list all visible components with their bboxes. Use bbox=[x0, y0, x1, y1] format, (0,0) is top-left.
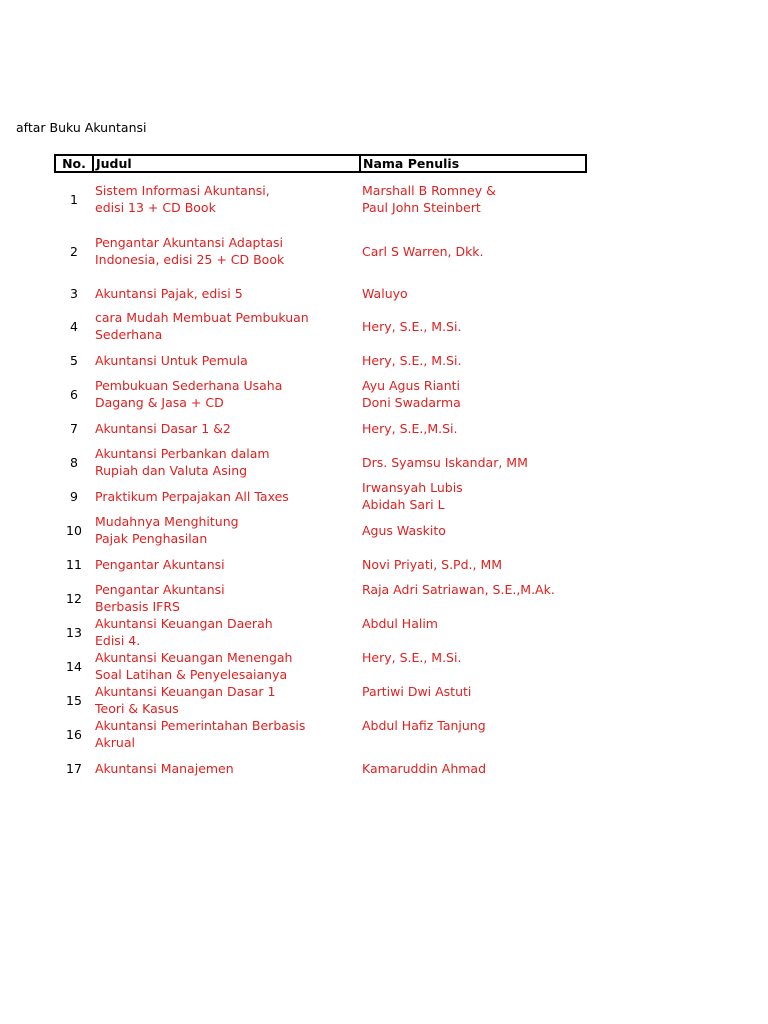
author-name bbox=[360, 277, 586, 309]
book-title-line: Pengantar Akuntansi bbox=[95, 556, 225, 572]
sheet-title: aftar Buku Akuntansi bbox=[16, 120, 147, 135]
author-name-line bbox=[362, 598, 584, 615]
author-name bbox=[360, 309, 586, 343]
book-title bbox=[93, 615, 360, 649]
author-name bbox=[360, 411, 586, 445]
header-title: Judul bbox=[93, 155, 360, 172]
book-title-line: Akrual bbox=[95, 735, 135, 750]
table-row bbox=[55, 649, 586, 683]
table-body bbox=[55, 172, 586, 785]
row-number: 5 bbox=[70, 352, 78, 368]
table-row bbox=[55, 615, 586, 649]
author-name-line: Hery, S.E.,M.Si. bbox=[362, 420, 458, 436]
row-number: 14 bbox=[66, 658, 82, 674]
book-title bbox=[93, 277, 360, 309]
author-name bbox=[360, 683, 586, 717]
book-title-line: Soal Latihan & Penyelesaianya bbox=[95, 667, 288, 682]
book-title-line: Akuntansi Keuangan Dasar 1 bbox=[95, 684, 276, 699]
book-title bbox=[93, 547, 360, 581]
book-title bbox=[93, 225, 360, 277]
book-title bbox=[93, 513, 360, 547]
author-name-line bbox=[362, 700, 584, 717]
author-name-line: Paul John Steinbert bbox=[362, 200, 481, 215]
book-title-line: Rupiah dan Valuta Asing bbox=[95, 463, 248, 478]
author-name-line: Agus Waskito bbox=[362, 522, 446, 538]
author-name-line: Abdul Halim bbox=[362, 616, 438, 631]
table-row bbox=[55, 377, 586, 411]
table-row bbox=[55, 309, 586, 343]
author-name bbox=[360, 377, 586, 411]
book-title-line: Sistem Informasi Akuntansi, bbox=[95, 183, 270, 198]
book-title-line: Akuntansi Pemerintahan Berbasis bbox=[95, 718, 306, 733]
book-title bbox=[93, 649, 360, 683]
book-title-line: Akuntansi Manajemen bbox=[95, 760, 234, 776]
author-name-line: Hery, S.E., M.Si. bbox=[362, 650, 462, 665]
book-title-line: Akuntansi Keuangan Daerah bbox=[95, 616, 273, 631]
author-name bbox=[360, 547, 586, 581]
author-name-line: Hery, S.E., M.Si. bbox=[362, 352, 462, 368]
book-title-line: Mudahnya Menghitung bbox=[95, 514, 239, 529]
book-title-line: Akuntansi Pajak, edisi 5 bbox=[95, 285, 243, 301]
book-title-line: Pembukuan Sederhana Usaha bbox=[95, 378, 283, 393]
table-row bbox=[55, 445, 586, 479]
row-number: 10 bbox=[66, 522, 82, 538]
author-name-line: Carl S Warren, Dkk. bbox=[362, 243, 484, 259]
table-row bbox=[55, 411, 586, 445]
row-number: 8 bbox=[70, 454, 78, 470]
author-name bbox=[360, 751, 586, 785]
book-title bbox=[93, 411, 360, 445]
book-title-line: Pengantar Akuntansi bbox=[95, 582, 225, 597]
row-number: 12 bbox=[66, 590, 82, 606]
book-title bbox=[93, 683, 360, 717]
table-header bbox=[55, 155, 586, 172]
author-name-line bbox=[362, 632, 584, 649]
author-name bbox=[360, 445, 586, 479]
book-title-line: Akuntansi Keuangan Menengah bbox=[95, 650, 293, 665]
book-title-line: Indonesia, edisi 25 + CD Book bbox=[95, 252, 285, 267]
book-title bbox=[93, 343, 360, 377]
book-title-line: Dagang & Jasa + CD bbox=[95, 395, 224, 410]
author-name-line: Kamaruddin Ahmad bbox=[362, 760, 487, 776]
author-name-line: Irwansyah Lubis bbox=[362, 480, 463, 495]
author-name bbox=[360, 615, 586, 649]
row-number: 2 bbox=[70, 243, 78, 259]
author-name-line: Ayu Agus Rianti bbox=[362, 378, 461, 393]
book-title-line: Pajak Penghasilan bbox=[95, 531, 208, 546]
author-name-line: Abdul Hafiz Tanjung bbox=[362, 718, 486, 733]
author-name-line: Hery, S.E., M.Si. bbox=[362, 318, 462, 334]
table-row bbox=[55, 513, 586, 547]
table-row bbox=[55, 172, 586, 225]
table-row bbox=[55, 751, 586, 785]
row-number: 1 bbox=[70, 191, 78, 207]
book-title-line: edisi 13 + CD Book bbox=[95, 200, 216, 215]
book-title-line: cara Mudah Membuat Pembukuan bbox=[95, 310, 309, 325]
table-row bbox=[55, 683, 586, 717]
author-name-line: Waluyo bbox=[362, 285, 408, 301]
book-title bbox=[93, 445, 360, 479]
author-name bbox=[360, 717, 586, 751]
row-number: 11 bbox=[66, 556, 82, 572]
author-name-line: Doni Swadarma bbox=[362, 395, 461, 410]
author-name-line: Novi Priyati, S.Pd., MM bbox=[362, 556, 503, 572]
book-title bbox=[93, 751, 360, 785]
book-title-line: Akuntansi Dasar 1 &2 bbox=[95, 420, 231, 436]
author-name-line: Raja Adri Satriawan, S.E.,M.Ak. bbox=[362, 582, 555, 597]
table-row bbox=[55, 717, 586, 751]
book-title-line: Sederhana bbox=[95, 327, 163, 342]
table-row bbox=[55, 277, 586, 309]
book-title bbox=[93, 309, 360, 343]
row-number: 17 bbox=[66, 760, 82, 776]
table-row bbox=[55, 581, 586, 615]
row-number: 4 bbox=[70, 318, 78, 334]
author-name-line: Marshall B Romney & bbox=[362, 183, 496, 198]
table-row bbox=[55, 343, 586, 377]
author-name-line: Drs. Syamsu Iskandar, MM bbox=[362, 454, 528, 470]
author-name bbox=[360, 649, 586, 683]
author-name-line: Partiwi Dwi Astuti bbox=[362, 684, 472, 699]
author-name bbox=[360, 172, 586, 225]
author-name-line: Abidah Sari L bbox=[362, 497, 445, 512]
table-row bbox=[55, 547, 586, 581]
book-title-line: Berbasis IFRS bbox=[95, 599, 180, 614]
row-number: 9 bbox=[70, 488, 78, 504]
book-title bbox=[93, 172, 360, 225]
row-number: 15 bbox=[66, 692, 82, 708]
author-name-line bbox=[362, 666, 584, 683]
book-title-line: Edisi 4. bbox=[95, 633, 141, 648]
row-number: 6 bbox=[70, 386, 78, 402]
book-title bbox=[93, 717, 360, 751]
book-title bbox=[93, 479, 360, 513]
table-row bbox=[55, 479, 586, 513]
book-title-line: Teori & Kasus bbox=[95, 701, 179, 716]
author-name bbox=[360, 581, 586, 615]
book-title-line: Praktikum Perpajakan All Taxes bbox=[95, 488, 289, 504]
header-no: No. bbox=[55, 155, 93, 172]
book-title-line: Akuntansi Untuk Pemula bbox=[95, 352, 248, 368]
author-name bbox=[360, 343, 586, 377]
book-title bbox=[93, 581, 360, 615]
book-title bbox=[93, 377, 360, 411]
author-name-line bbox=[362, 734, 584, 751]
book-title-line: Pengantar Akuntansi Adaptasi bbox=[95, 235, 283, 250]
row-number: 16 bbox=[66, 726, 82, 742]
author-name bbox=[360, 513, 586, 547]
table-row bbox=[55, 225, 586, 277]
book-title-line: Akuntansi Perbankan dalam bbox=[95, 446, 270, 461]
row-number: 13 bbox=[66, 624, 82, 640]
header-author: Nama Penulis bbox=[360, 155, 586, 172]
row-number: 3 bbox=[70, 285, 78, 301]
author-name bbox=[360, 225, 586, 277]
books-table bbox=[54, 154, 587, 785]
author-name bbox=[360, 479, 586, 513]
row-number: 7 bbox=[70, 420, 78, 436]
